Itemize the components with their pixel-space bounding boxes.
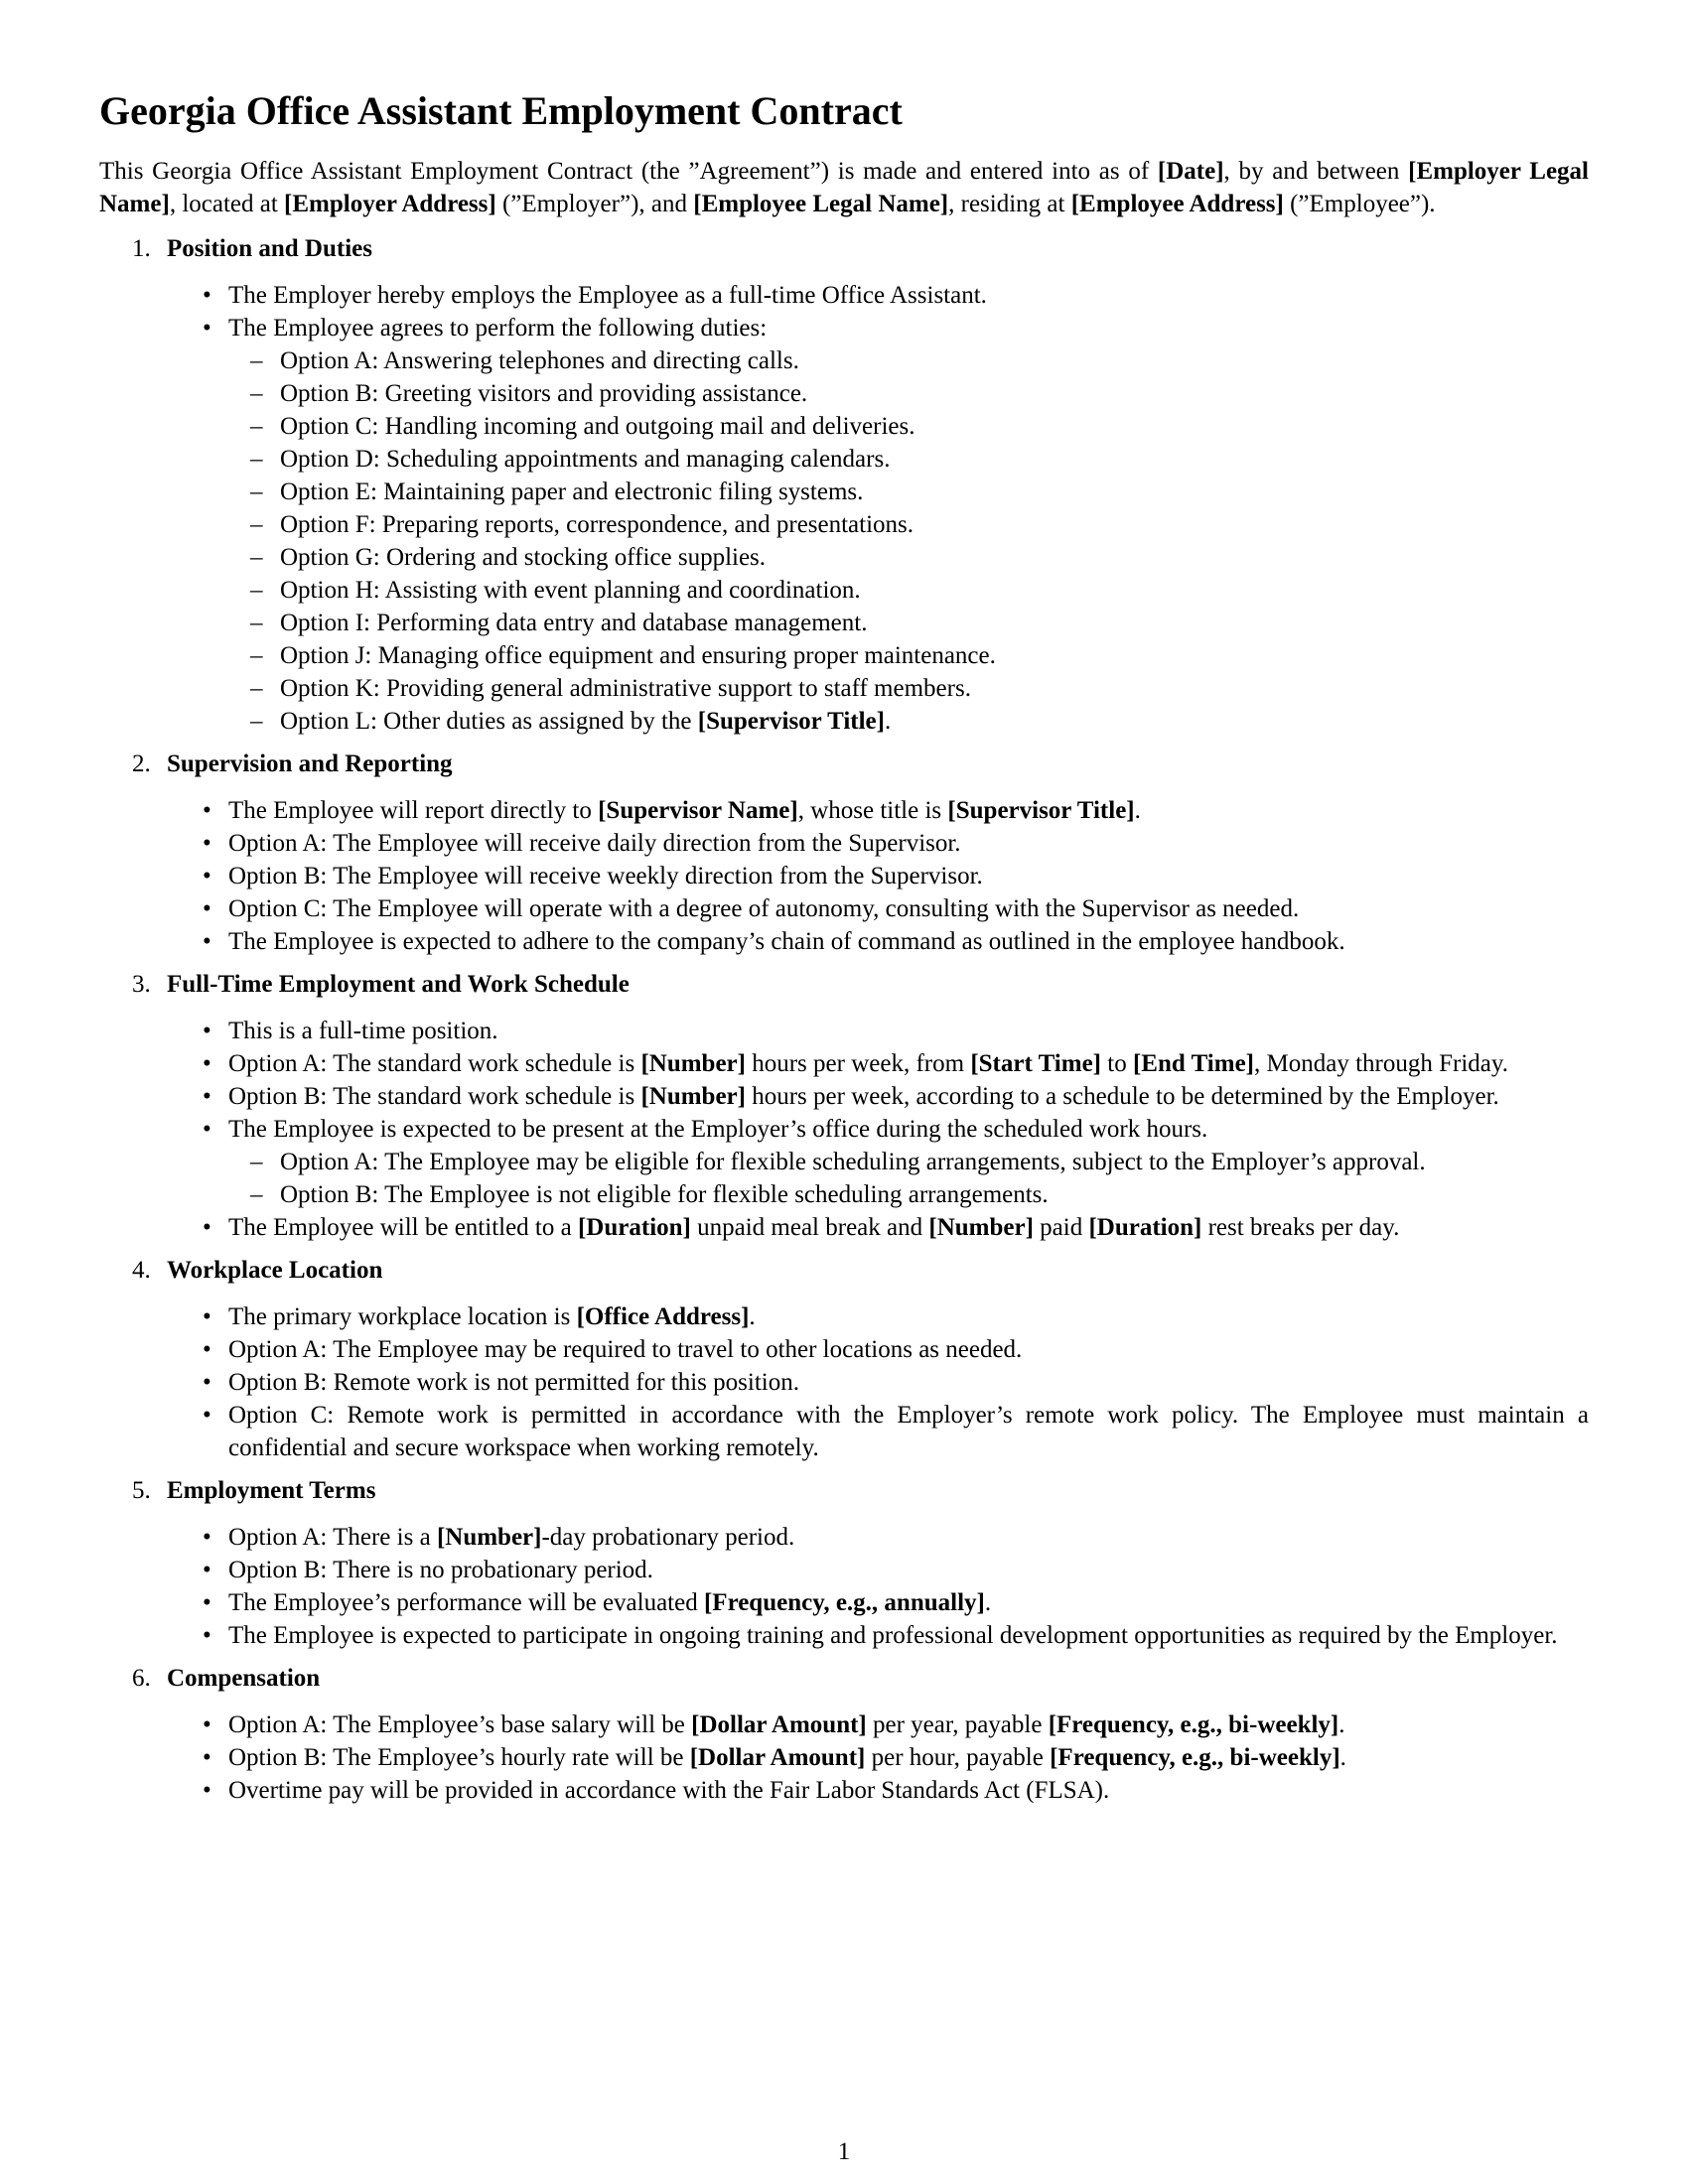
list-item	[99, 1586, 1589, 1619]
section-3	[99, 968, 1589, 1244]
sub-list-item: – Option B: Greeting visitors and providing assistance.	[228, 377, 1589, 410]
placeholder-field: [Supervisor Title]	[697, 708, 885, 735]
section-number: 6.	[132, 1665, 151, 1692]
bullet-list	[99, 1300, 1589, 1464]
section-heading	[99, 232, 1589, 265]
section-heading	[99, 1254, 1589, 1287]
list-item-text: • The Employee is expected to adhere to the company’s chain of command as outlined in the employee handbook.	[228, 928, 1345, 955]
list-item-text: • The Employer hereby employs the Employee as a full-time Office Assistant.	[228, 282, 987, 309]
bullet-list	[99, 1708, 1589, 1807]
placeholder-field: [Number]	[640, 1050, 746, 1077]
sub-list-item: – Option F: Preparing reports, correspondence, and presentations.	[228, 508, 1589, 541]
section-heading-text: Employment Terms	[167, 1477, 376, 1504]
list-item-text: • Option B: The standard work schedule is [Number] hours per week, according to a schedule to be determined by the Employer.	[228, 1083, 1499, 1110]
list-item	[99, 1113, 1589, 1211]
list-item	[99, 892, 1589, 925]
list-item	[99, 1333, 1589, 1366]
placeholder-field: [Employer Address]	[284, 191, 496, 217]
section-number: 2.	[132, 751, 151, 777]
placeholder-field: [Supervisor Name]	[598, 797, 798, 824]
page-number: 1	[837, 2138, 851, 2165]
list-item	[99, 312, 1589, 738]
section-heading-text: Position and Duties	[167, 235, 372, 262]
list-item	[99, 279, 1589, 312]
list-item-text: • The Employee is expected to be present at the Employer’s office during the scheduled work hours.	[228, 1116, 1208, 1143]
section-heading-text: Supervision and Reporting	[167, 751, 453, 777]
bullet-list	[99, 794, 1589, 958]
sub-list	[228, 1146, 1589, 1211]
list-item-text: • Option C: The Employee will operate with a degree of autonomy, consulting with the Supervisor as needed.	[228, 895, 1300, 922]
list-item-text: • The Employee’s performance will be evaluated [Frequency, e.g., annually].	[228, 1589, 992, 1616]
section-heading-text: Compensation	[167, 1665, 321, 1692]
section-heading	[99, 1474, 1589, 1507]
bullet-list	[99, 279, 1589, 738]
list-item	[99, 827, 1589, 860]
list-item	[99, 1774, 1589, 1807]
list-item-text: • The Employee will be entitled to a [Duration] unpaid meal break and [Number] paid [Duration] rest breaks per day.	[228, 1214, 1400, 1241]
placeholder-field: [Employee Legal Name]	[693, 191, 949, 217]
placeholder-field: [Frequency, e.g., annually]	[703, 1589, 985, 1616]
list-item-text: • Option C: Remote work is permitted in accordance with the Employer’s remote work policy. The Employee must maintain a confidential and secure workspace when working remotely.	[228, 1402, 1589, 1461]
list-item	[99, 1015, 1589, 1047]
placeholder-field: [Employer Legal Name]	[99, 158, 1589, 217]
sub-list-item: – Option D: Scheduling appointments and managing calendars.	[228, 443, 1589, 476]
placeholder-field: [Duration]	[577, 1214, 691, 1241]
document-page	[99, 87, 1589, 1817]
bullet-list	[99, 1015, 1589, 1244]
section-heading	[99, 1662, 1589, 1695]
sub-list-item: – Option C: Handling incoming and outgoing mail and deliveries.	[228, 410, 1589, 443]
section-heading-text: Workplace Location	[167, 1257, 383, 1284]
section-number: 1.	[132, 235, 151, 262]
list-item-text: • The Employee is expected to participate in ongoing training and professional development opportunities as required by the Employer.	[228, 1622, 1558, 1649]
intro-paragraph: This Georgia Office Assistant Employment Contract (the ”Agreement”) is made and entered into as of [Date], by and between [Employer Legal Name], located at [Employer Address] (”Employer”), and [Employee Legal Name], residing at [Employee Address] (”Employee”).	[99, 158, 1589, 217]
placeholder-field: [End Time]	[1132, 1050, 1254, 1077]
list-item-text: • Option B: The Employee will receive weekly direction from the Supervisor.	[228, 863, 983, 889]
section-1	[99, 232, 1589, 738]
list-item-text: • The Employee agrees to perform the following duties:	[228, 315, 768, 341]
list-item-text: • Option A: The standard work schedule is [Number] hours per week, from [Start Time] to [End Time], Monday through Friday.	[228, 1050, 1508, 1077]
sub-list-item: – Option I: Performing data entry and database management.	[228, 607, 1589, 639]
placeholder-field: [Duration]	[1088, 1214, 1202, 1241]
list-item	[99, 1366, 1589, 1399]
list-item-text: • Option A: The Employee will receive daily direction from the Supervisor.	[228, 830, 961, 857]
placeholder-field: [Date]	[1157, 158, 1224, 185]
sub-list-item: – Option A: Answering telephones and directing calls.	[228, 344, 1589, 377]
section-number: 4.	[132, 1257, 151, 1284]
sub-list-item: – Option G: Ordering and stocking office supplies.	[228, 541, 1589, 574]
list-item	[99, 1047, 1589, 1080]
placeholder-field: [Frequency, e.g., bi-weekly]	[1050, 1744, 1340, 1771]
sub-list-item: – Option L: Other duties as assigned by the [Supervisor Title].	[228, 705, 1589, 738]
placeholder-field: [Dollar Amount]	[689, 1744, 866, 1771]
placeholder-field: [Dollar Amount]	[691, 1711, 867, 1738]
sub-list-item: – Option A: The Employee may be eligible for flexible scheduling arrangements, subject to the Employer’s approval.	[228, 1146, 1589, 1178]
sub-list-item: – Option J: Managing office equipment and ensuring proper maintenance.	[228, 639, 1589, 672]
list-item	[99, 1741, 1589, 1774]
section-heading	[99, 748, 1589, 780]
list-item	[99, 1554, 1589, 1586]
placeholder-field: [Number]	[640, 1083, 746, 1110]
list-item-text: • The primary workplace location is [Office Address].	[228, 1303, 756, 1330]
sub-list-item: – Option B: The Employee is not eligible for flexible scheduling arrangements.	[228, 1178, 1589, 1211]
section-5	[99, 1474, 1589, 1652]
section-number: 5.	[132, 1477, 151, 1504]
placeholder-field: [Number]	[436, 1524, 542, 1551]
list-item	[99, 1300, 1589, 1333]
list-item	[99, 925, 1589, 958]
list-item	[99, 860, 1589, 892]
list-item-text: • The Employee will report directly to [Supervisor Name], whose title is [Supervisor Title].	[228, 797, 1141, 824]
list-item	[99, 1521, 1589, 1554]
section-list	[99, 232, 1589, 1807]
list-item-text: • Option A: The Employee’s base salary will be [Dollar Amount] per year, payable [Frequency, e.g., bi-weekly].	[228, 1711, 1345, 1738]
list-item	[99, 1211, 1589, 1244]
placeholder-field: [Start Time]	[970, 1050, 1102, 1077]
list-item-text: • Option B: Remote work is not permitted for this position.	[228, 1369, 799, 1396]
section-number: 3.	[132, 971, 151, 998]
list-item	[99, 1080, 1589, 1113]
section-4	[99, 1254, 1589, 1464]
list-item-text: • Option A: There is a [Number]-day probationary period.	[228, 1524, 795, 1551]
list-item-text: • This is a full-time position.	[228, 1018, 498, 1044]
list-item	[99, 1708, 1589, 1741]
placeholder-field: [Employee Address]	[1070, 191, 1284, 217]
list-item	[99, 1619, 1589, 1652]
placeholder-field: [Supervisor Title]	[947, 797, 1135, 824]
document-title: Georgia Office Assistant Employment Contract	[99, 88, 903, 133]
placeholder-field: [Frequency, e.g., bi-weekly]	[1048, 1711, 1339, 1738]
sub-list-item: – Option H: Assisting with event planning and coordination.	[228, 574, 1589, 607]
sub-list-item: – Option K: Providing general administrative support to staff members.	[228, 672, 1589, 705]
section-heading	[99, 968, 1589, 1001]
bullet-list	[99, 1521, 1589, 1652]
list-item-text: • Overtime pay will be provided in accordance with the Fair Labor Standards Act (FLSA).	[228, 1777, 1110, 1804]
placeholder-field: [Number]	[928, 1214, 1034, 1241]
section-6	[99, 1662, 1589, 1807]
list-item-text: • Option B: The Employee’s hourly rate will be [Dollar Amount] per hour, payable [Frequency, e.g., bi-weekly].	[228, 1744, 1346, 1771]
sub-list-item: – Option E: Maintaining paper and electronic filing systems.	[228, 476, 1589, 508]
sub-list	[228, 344, 1589, 738]
list-item	[99, 1399, 1589, 1464]
section-2	[99, 748, 1589, 958]
list-item	[99, 794, 1589, 827]
section-heading-text: Full-Time Employment and Work Schedule	[167, 971, 630, 998]
placeholder-field: [Office Address]	[576, 1303, 750, 1330]
list-item-text: • Option B: There is no probationary period.	[228, 1557, 653, 1583]
list-item-text: • Option A: The Employee may be required to travel to other locations as needed.	[228, 1336, 1023, 1363]
